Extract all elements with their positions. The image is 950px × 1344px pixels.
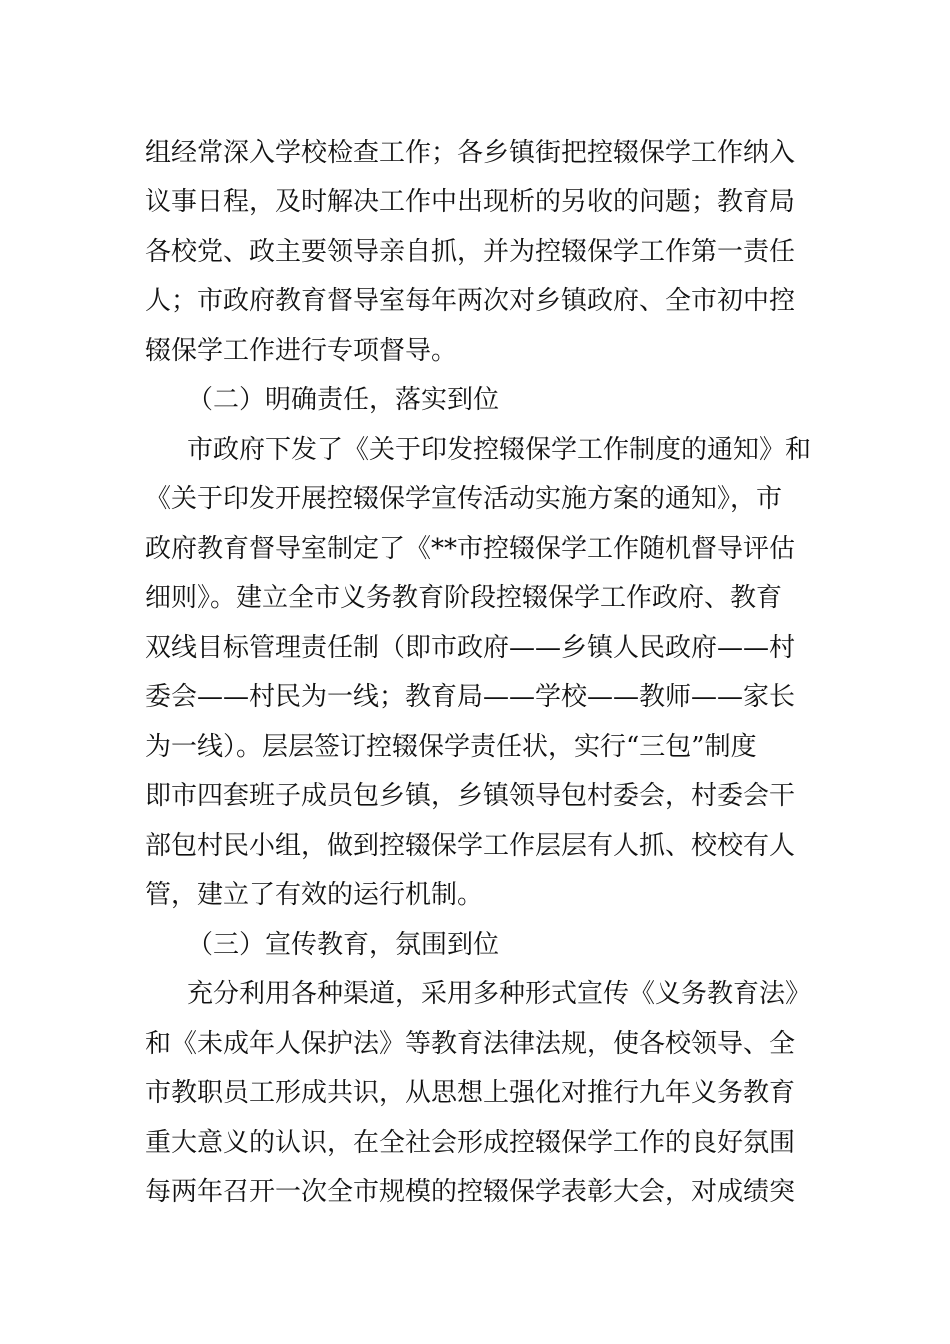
section-heading: （二）明确责任，落实到位 [187,385,500,415]
text-line: 重大意义的认识，在全社会形成控辍保学工作的良好氛围 [145,1128,796,1158]
text-line: 组经常深入学校检查工作；各乡镇街把控辍保学工作纳入 [145,138,796,168]
text-line: 细则》。建立全市义务教育阶段控辍保学工作政府、教育 [145,583,783,613]
text-line: 部包村民小组，做到控辍保学工作层层有人抓、校校有人 [145,831,796,861]
paragraph-first-line: 市政府下发了《关于印发控辍保学工作制度的通知》和 [187,435,812,465]
text-line: 各校党、政主要领导亲自抓，并为控辍保学工作第一责任 [145,237,796,267]
text-line: 议事日程，及时解决工作中出现析的另收的问题；教育局 [145,187,796,217]
text-line: 每两年召开一次全市规模的控辍保学表彰大会，对成绩突 [145,1177,796,1207]
text-line: 《关于印发开展控辍保学宣传活动实施方案的通知》，市 [145,484,783,514]
text-line: 双线目标管理责任制（即市政府——乡镇人民政府——村 [145,633,796,663]
text-line: 管，建立了有效的运行机制。 [145,880,484,910]
text-line: 辍保学工作进行专项督导。 [145,336,458,366]
text-line: 人；市政府教育督导室每年两次对乡镇政府、全市初中控 [145,286,796,316]
paragraph-first-line: 充分利用各种渠道，采用多种形式宣传《义务教育法》 [187,979,812,1009]
text-line: 政府教育督导室制定了《**市控辍保学工作随机督导评估 [145,534,796,564]
text-line: 和《未成年人保护法》等教育法律法规，使各校领导、全 [145,1029,796,1059]
text-line: 为一线）。层层签订控辍保学责任状，实行“三包”制度 [145,732,757,762]
section-heading: （三）宣传教育，氛围到位 [187,930,500,960]
text-line: 即市四套班子成员包乡镇，乡镇领导包村委会，村委会干 [145,781,796,811]
text-line: 市教职员工形成共识，从思想上强化对推行九年义务教育 [145,1078,796,1108]
text-line: 委会——村民为一线；教育局——学校——教师——家长 [145,682,796,712]
